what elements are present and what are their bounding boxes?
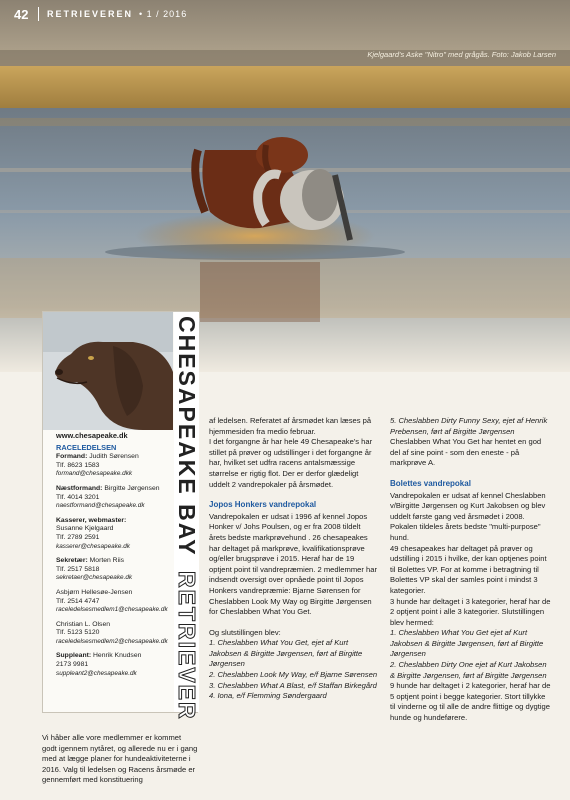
contact-role: Formand: [56,453,88,461]
issue-label: • 1 / 2016 [139,9,188,19]
paragraph: I det forgangne år har hele 49 Chesapeake's har stillet på prøver og udstillinger i det forgangne år har, hvilket set udfra racens antalsmæssige størrelse er rigtig flot. Der er derfor glædeligt uddelt 2 vandrepokaler på årsmødet. [209,437,373,489]
contact-entry [56,557,172,583]
website-link[interactable]: www.chesapeake.dk [56,431,128,440]
contact-email[interactable]: formand@chesapeake.dkk [56,470,133,478]
paragraph: Og slutstillingen blev: [209,627,281,637]
article-column-3 [390,416,552,724]
article-column-2 [209,416,379,702]
contact-role: Kasserer, webmaster: [56,516,127,524]
contact-name: Birgitte Jørgensen [104,484,160,492]
contact-name: Christian L. Olsen [56,620,111,628]
contact-name: Judith Sørensen [89,453,139,461]
contact-email[interactable]: kasserer@chesapeake.dk [56,542,130,550]
breed-contact-box [42,311,200,721]
ranking-item: 2. Cheslabben Look My Way, e/f Bjarne Sørensen [209,670,378,680]
contact-phone: Tlf. 2789 2591 [56,533,100,541]
vertical-title-part-2: RETRIEVER [174,570,200,721]
section-heading: Jopos Honkers vandrepokal [209,500,317,510]
page-header [0,0,570,28]
contact-entry [56,652,172,678]
contact-phone: 2173 9981 [56,661,89,669]
ranking-item: 3. Cheslabben What A Blast, e/f Staffan Birkegård [209,680,377,690]
contact-role: Suppleant: [56,652,92,660]
paragraph: 49 chesapeakes har deltaget på prøver og udstilling i 2015 i hvilke, der kan optjenes point til Bolettes VP. For at komme i betragtning til Bolettes VP skal der samles point i mindst 3 kategorier. [390,543,547,595]
contact-phone: Tlf. 8623 1583 [56,461,100,469]
section-heading: RACELEDELSEN [56,442,117,452]
contact-role: Sekretær: [56,557,88,565]
contact-list [56,432,172,684]
header-divider [38,7,39,21]
ranking-item: 5. Cheslabben Dirty Funny Sexy, ejet af Henrik Prebensen, ført af Birgitte Jørgensen [390,416,548,436]
ranking-item: 1. Cheslabben What You Get, ejet af Kurt Jakobsen & Birgitte Jørgensen, ført af Birgitte Jørgensen [209,638,363,669]
contact-phone: Tlf. 2514 4747 [56,597,100,605]
chesapeake-dog-portrait [43,312,173,430]
contact-name: Henrik Knudsen [93,652,142,660]
contact-entry [56,589,172,615]
contact-email[interactable]: naestformand@chesapeake.dk [56,502,145,510]
section-heading: Bolettes vandrepokal [390,478,471,488]
ranking-item: 4. Iona, e/f Flemming Søndergaard [209,691,327,701]
ranking-item: 2. Cheslabben Dirty One ejet af Kurt Jakobsen & Birgitte Jørgensen, ført af Birgitte Jørgensen [390,660,547,680]
contact-name: Asbjørn Hellesøe-Jensen [56,588,133,596]
contact-name: Susanne Kjelgaard [56,525,114,533]
contact-phone: Tlf. 5123 5120 [56,629,100,637]
contact-entry [56,621,172,647]
paragraph: Cheslabben What You Get har hentet en god del af sine point - som den eneste - på markprøve A. [390,437,542,468]
contact-email[interactable]: suppleant2@chesapeake.dk [56,669,137,677]
paragraph: af ledelsen. Referatet af årsmødet kan læses på hjemmesiden fra medio februar. [209,416,372,436]
magazine-title: RETRIEVEREN [47,9,134,19]
ranking-item: 1. Cheslabben What You Get ejet af Kurt Jakobsen & Birgitte Jørgensen, ført af Birgitte Jørgensen [390,628,544,659]
paragraph: Vi håber alle vore medlemmer er kommet godt igennem nytåret, og allerede nu er i gang med at lægge planer for hundeaktiviteterne i 2016. Valg til ledelsen og Racens årsmøde er gennemført med konstituering [42,733,198,785]
contact-email[interactable]: sekretaer@chesapeake.dk [56,574,133,582]
contact-entry [56,517,172,551]
photo-caption: Kjelgaard's Aske "Nitro" med grågås. Foto: Jakob Larsen [367,50,556,59]
contact-entry [56,485,172,511]
paragraph: 3 hunde har deltaget i 3 kategorier, heraf har de 2 optjent point i alle 3 kategorier. Slutstillingen blev hermed: [390,596,551,627]
contact-phone: Tlf. 4014 3201 [56,493,100,501]
paragraph: Vandrepokalen er udsat af kennel Cheslabben v/Birgitte Jørgensen og Kurt Jakobsen og blev uddelt første gang ved årsmødet i 2008. Pokalen tildeles årets bedste "multi-purpose" hund. [390,490,546,542]
article-column-1 [42,733,198,786]
vertical-title-part-1: CHESAPEAKE BAY [174,316,200,557]
paragraph: 9 hunde har deltaget i 2 kategorier, heraf har de 5 optjent point i begge kategorier. Stort tillykke til vinderne og til alle de andre flittige og dygtige hunde og hundeførere. [390,681,551,723]
contact-email[interactable]: raceledelsesmedlem2@chesapeake.dk [56,637,168,645]
paragraph: Vandrepokalen er udsat i 1996 af kennel Jopos Honker v/ Johs Poulsen, og er fra 2008 tildelt årets bedste markprøvehund . 26 chesapeakes har deltaget på markprøve, kvalifikationsprøve og/eller brugsprøve i 2015. Heraf har de 19 optjent point til vandrepræmien. 2 medlemmer har indsendt oversigt over opnåede point til Jopos Honkers vandrepræmie: Bjarne Sørensen for Cheslabben Look My Way og Birgitte Jørgensen for Cheslabben What You Get. [209,511,377,617]
contact-role: Næstformand: [56,484,103,492]
breed-vertical-title [174,312,200,721]
contact-email[interactable]: raceledelsesmedlem1@chesapeake.dk [56,606,168,614]
dog-portrait-icon [43,312,173,430]
contact-name: Morten Riis [89,557,124,565]
contact-entry [56,453,172,479]
contact-phone: Tlf. 2517 5818 [56,565,100,573]
page-number: 42 [14,6,29,22]
